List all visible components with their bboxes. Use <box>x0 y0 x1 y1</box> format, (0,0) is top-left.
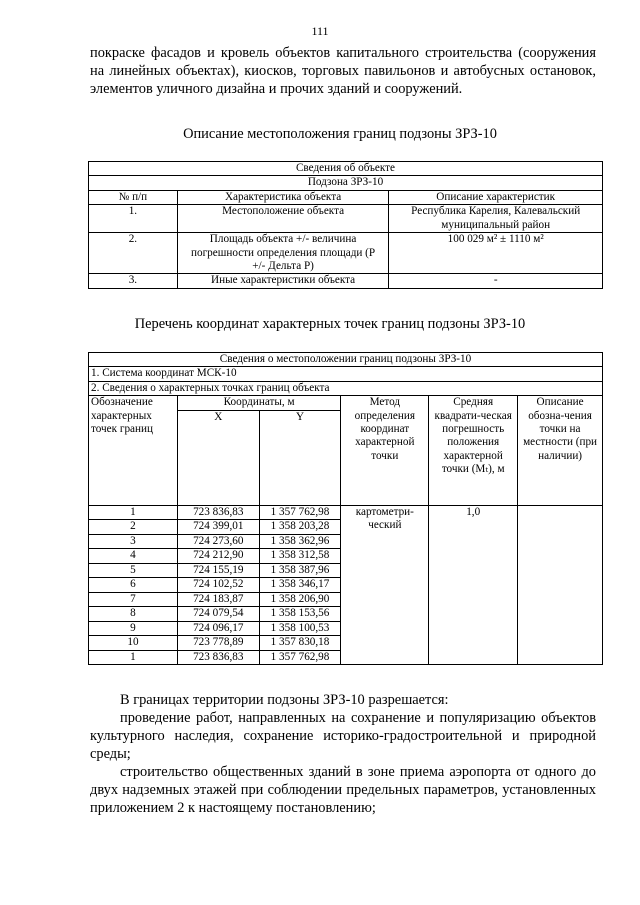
coordinate-y: 1 358 312,58 <box>259 549 341 564</box>
points-title: 2. Сведения о характерных точках границ объекта <box>89 381 603 395</box>
coordinate-x: 723 778,89 <box>177 636 259 651</box>
row-characteristic: Местоположение объекта <box>177 205 389 233</box>
heading-coordinates-list: Перечень координат характерных точек границ подзоны ЗРЗ-10 <box>134 316 526 332</box>
coordinate-y: 1 358 203,28 <box>259 520 341 535</box>
coordinate-y: 1 358 346,17 <box>259 578 341 593</box>
point-number: 10 <box>89 636 178 651</box>
coordinate-y: 1 358 100,53 <box>259 621 341 636</box>
coordinate-y: 1 358 387,96 <box>259 563 341 578</box>
heading-object-boundaries: Описание местоположения границ подзоны ЗРЗ-10 <box>183 126 497 142</box>
row-description: Республика Карелия, Калевальский муниципальный район <box>389 205 603 233</box>
coordinate-x: 724 155,19 <box>177 563 259 578</box>
row-num: 3. <box>89 274 178 288</box>
header-error: Средняя квадрати-ческая погрешность положения характерной точки (Mₜ), м <box>429 396 518 505</box>
row-characteristic: Иные характеристики объекта <box>177 274 389 288</box>
point-number: 1 <box>89 505 178 520</box>
coordinate-x: 724 273,60 <box>177 534 259 549</box>
header-y: Y <box>259 410 341 505</box>
row-description: 100 029 м² ± 1110 м² <box>389 233 603 274</box>
point-number: 4 <box>89 549 178 564</box>
coords-header-row <box>89 396 603 410</box>
header-coordinates: Координаты, м <box>177 396 341 410</box>
coordinate-x: 724 096,17 <box>177 621 259 636</box>
object-info-table <box>88 161 603 289</box>
header-point-description: Описание обозна-чения точки на местности (при наличии) <box>518 396 603 505</box>
coordinate-y: 1 358 206,90 <box>259 592 341 607</box>
point-number: 9 <box>89 621 178 636</box>
point-number: 5 <box>89 563 178 578</box>
header-description: Описание характеристик <box>389 190 603 204</box>
page-number: 111 <box>311 24 329 38</box>
point-number: 7 <box>89 592 178 607</box>
coordinate-y: 1 357 762,98 <box>259 505 341 520</box>
coordinate-system: 1. Система координат МСК-10 <box>89 367 603 381</box>
coordinate-x: 724 212,90 <box>177 549 259 564</box>
point-number: 3 <box>89 534 178 549</box>
header-method: Метод определения координат характерной точки <box>341 396 429 505</box>
permitted-item-construction: строительство общественных зданий в зоне приема аэропорта от одного до двух надземных этажей при соблюдении предельных параметров, установленных приложением 2 к настоящему постановлению; <box>90 764 596 816</box>
row-characteristic: Площадь объекта +/- величина погрешности определения площади (Р +/- Дельта Р) <box>177 233 389 274</box>
intro-paragraph: покраске фасадов и кровель объектов капитального строительства (сооружения на линейных объектах), киосков, торговых павильонов и автобусных остановок, элементов уличного дизайна и прочих зданий и сооружений. <box>90 45 596 97</box>
table-row <box>89 274 603 288</box>
boundary-coordinates-table <box>88 352 603 665</box>
table-row <box>89 233 603 274</box>
coordinate-y: 1 358 362,96 <box>259 534 341 549</box>
coordinate-x: 724 183,87 <box>177 592 259 607</box>
object-info-title: Сведения об объекте <box>89 162 603 176</box>
coordinate-x: 724 399,01 <box>177 520 259 535</box>
header-characteristic: Характеристика объекта <box>177 190 389 204</box>
row-num: 2. <box>89 233 178 274</box>
coords-table-title: Сведения о местоположении границ подзоны ЗРЗ-10 <box>89 353 603 367</box>
coordinate-x: 724 102,52 <box>177 578 259 593</box>
coordinate-y: 1 357 830,18 <box>259 636 341 651</box>
header-designation: Обозначение характерных точек границ <box>89 396 178 505</box>
coordinate-y: 1 358 153,56 <box>259 607 341 622</box>
method-value: картометри-ческий <box>341 505 429 665</box>
permitted-intro-paragraph: В границах территории подзоны ЗРЗ-10 разрешается: <box>120 692 449 708</box>
header-num: № п/п <box>89 190 178 204</box>
table-row <box>89 505 603 520</box>
coordinate-x: 723 836,83 <box>177 650 259 665</box>
point-number: 6 <box>89 578 178 593</box>
point-number: 8 <box>89 607 178 622</box>
point-number: 1 <box>89 650 178 665</box>
coordinate-x: 724 079,54 <box>177 607 259 622</box>
coordinate-y: 1 357 762,98 <box>259 650 341 665</box>
point-number: 2 <box>89 520 178 535</box>
object-info-header-row <box>89 190 603 204</box>
point-description-value <box>518 505 603 665</box>
error-value: 1,0 <box>429 505 518 665</box>
permitted-item-conservation: проведение работ, направленных на сохранение и популяризацию объектов культурного наследия, сохранение историко-градостроительной и природной среды; <box>90 710 596 762</box>
object-info-subtitle: Подзона ЗРЗ-10 <box>89 176 603 190</box>
table-row <box>89 205 603 233</box>
row-num: 1. <box>89 205 178 233</box>
coordinate-x: 723 836,83 <box>177 505 259 520</box>
header-x: X <box>177 410 259 505</box>
row-description: - <box>389 274 603 288</box>
